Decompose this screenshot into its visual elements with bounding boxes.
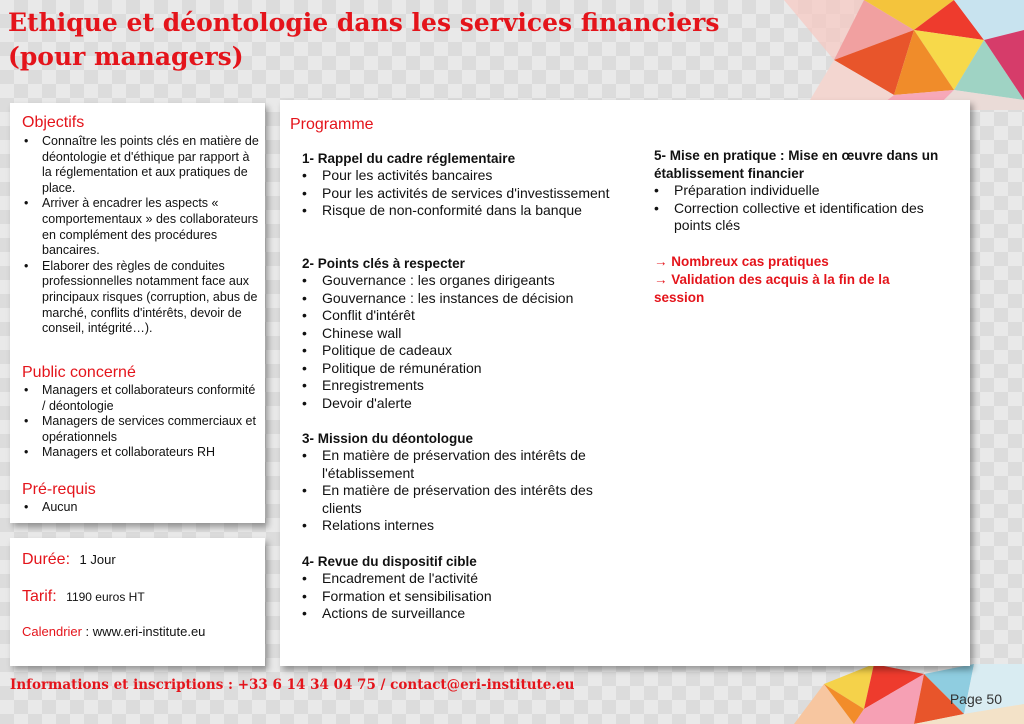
list-item: • Pour les activités de services d'investissement (300, 185, 620, 203)
programme-heading: Programme (290, 116, 374, 133)
prerequis-list (20, 500, 260, 516)
programme-section-title: 4- Revue du dispositif cible (302, 554, 477, 569)
page-title: Ethique et déontologie dans les services financiers (pour managers) (8, 8, 720, 71)
list-item: • En matière de préservation des intérêts des clients (300, 482, 610, 517)
list-item: • Enregistrements (300, 377, 620, 395)
tarif-value: 1190 euros HT (66, 590, 145, 604)
duree-label: Durée: (22, 551, 71, 568)
list-item: • Actions de surveillance (300, 605, 620, 623)
list-item: • Aucun (20, 500, 260, 516)
list-item: • Managers et collaborateurs conformité / déontologie (20, 383, 260, 414)
footer-contact: Informations et inscriptions : +33 6 14 34 04 75 / contact@eri-institute.eu (10, 677, 575, 693)
calendrier-value: : www.eri-institute.eu (85, 624, 206, 639)
decorative-polygon-art-top (724, 0, 1024, 110)
course-info-panel (10, 538, 265, 666)
calendrier-row (22, 624, 205, 639)
prerequis-heading: Pré-requis (22, 481, 96, 498)
programme-section-list (300, 272, 620, 412)
course-details-panel (10, 103, 265, 523)
duree-row (22, 551, 116, 569)
list-item: • Politique de rémunération (300, 360, 620, 378)
list-item: • Correction collective et identification des points clés (652, 200, 952, 235)
list-item: • Préparation individuelle (652, 182, 952, 200)
list-item: • Connaître les points clés en matière de déontologie et d'éthique par rapport à la réglementation et aux pratiques de place. (20, 134, 260, 196)
highlight-validation: → Validation des acquis à la fin de la session (654, 272, 890, 305)
programme-section-title: 2- Points clés à respecter (302, 256, 465, 271)
list-item: • Conflit d'intérêt (300, 307, 620, 325)
duree-value: 1 Jour (79, 552, 116, 567)
list-item: • Managers de services commerciaux et opérationnels (20, 414, 260, 445)
objectifs-list (20, 134, 260, 337)
programme-section-list (300, 570, 620, 623)
list-item: • Devoir d'alerte (300, 395, 620, 413)
list-item: • Gouvernance : les organes dirigeants (300, 272, 620, 290)
public-heading: Public concerné (22, 364, 136, 381)
list-item: • Relations internes (300, 517, 610, 535)
programme-section-title: 1- Rappel du cadre réglementaire (302, 151, 516, 166)
objectifs-heading: Objectifs (22, 114, 85, 131)
list-item: • Elaborer des règles de conduites professionnelles notamment face aux principaux risques (corruption, abus de marché, conflits d'intérêts, devoir de conseil, intégrité…). (20, 259, 260, 337)
programme-panel (280, 100, 970, 666)
page-number: Page 50 (949, 691, 1002, 707)
list-item: • Arriver à encadrer les aspects « comportementaux » des collaborateurs en complément des procédures bancaires. (20, 196, 260, 258)
list-item: • Chinese wall (300, 325, 620, 343)
list-item: • Politique de cadeaux (300, 342, 620, 360)
list-item: • Risque de non-conformité dans la banque (300, 202, 620, 220)
list-item: • En matière de préservation des intérêts de l'établissement (300, 447, 610, 482)
programme-section-list (300, 167, 620, 220)
list-item: • Managers et collaborateurs RH (20, 445, 260, 461)
list-item: • Pour les activités bancaires (300, 167, 620, 185)
list-item: • Gouvernance : les instances de décision (300, 290, 620, 308)
public-list (20, 383, 260, 461)
tarif-label: Tarif: (22, 588, 57, 605)
programme-section-list (300, 447, 610, 535)
tarif-row (22, 588, 145, 606)
calendrier-label: Calendrier (22, 624, 82, 639)
list-item: • Formation et sensibilisation (300, 588, 620, 606)
list-item: • Encadrement de l'activité (300, 570, 620, 588)
programme-section-title: 3- Mission du déontologue (302, 431, 473, 446)
highlight-cas-pratiques: → Nombreux cas pratiques (654, 254, 829, 269)
programme-section-list (652, 182, 952, 235)
programme-section-title: 5- Mise en pratique : Mise en œuvre dans un établissement financier (654, 148, 939, 181)
